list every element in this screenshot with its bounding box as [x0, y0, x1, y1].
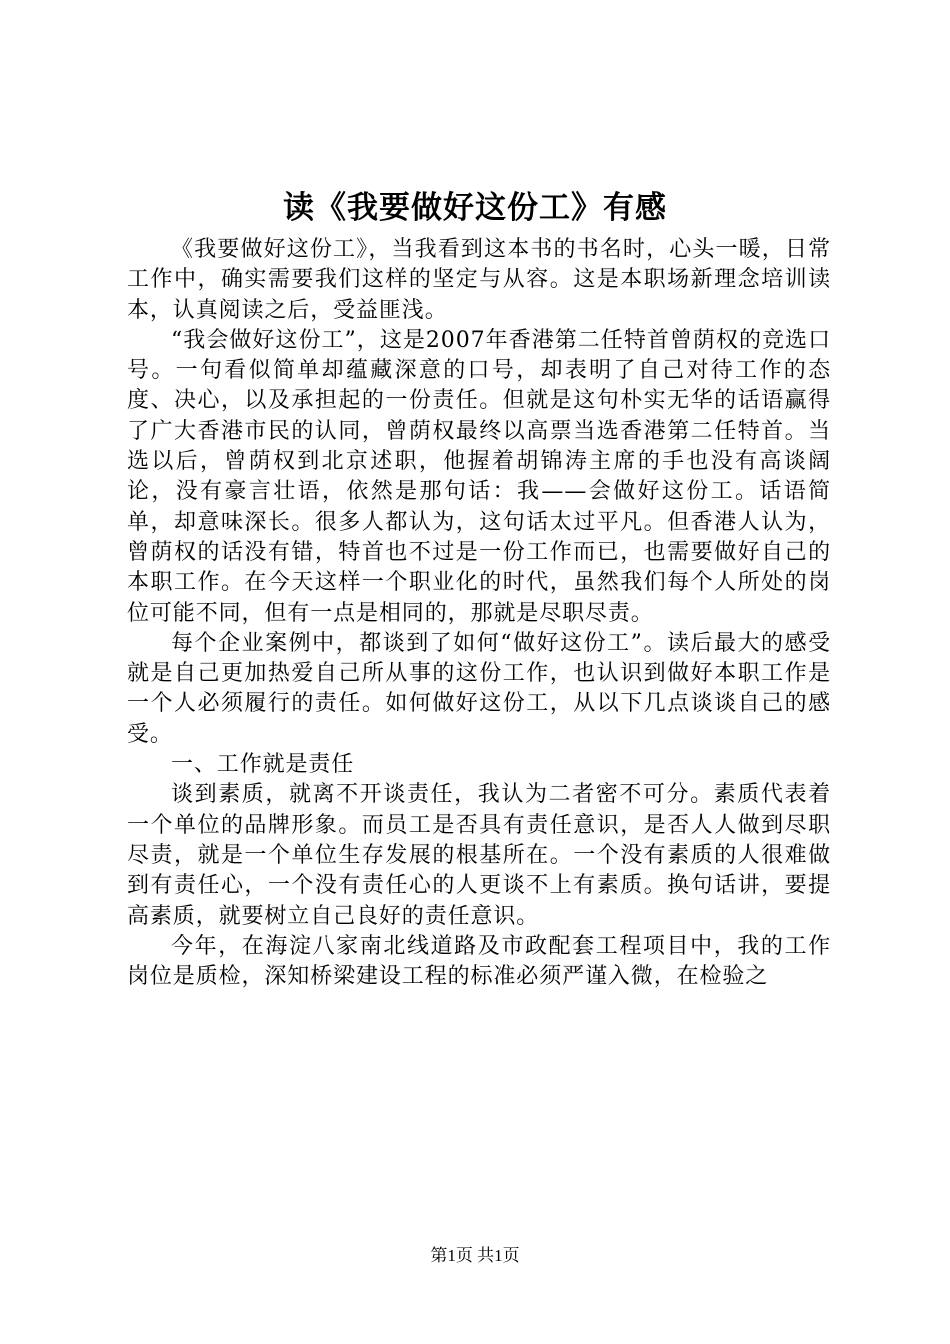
section-heading: 一、工作就是责任 — [171, 752, 355, 778]
document-title: 读《我要做好这份工》有感 — [283, 190, 667, 226]
page-footer: 第1页 共1页 — [430, 1246, 520, 1265]
document-body — [127, 235, 831, 992]
paragraph-intro: 《我要做好这份工》，当我看到这本书的书名时，心头一暖，日常工作中，确实需要我们这样的坚定与从容。这是本职场新理念培训读本，认真阅读之后，受益匪浅。 — [127, 237, 831, 323]
paragraph-cases: 每个企业案例中，都谈到了如何“做好这份工”。读后最大的感受就是自己更加热爱自己所从事的这份工作，也认识到做好本职工作是一个人必须履行的责任。如何做好这份工，从以下几点谈谈自己的感受。 — [127, 630, 831, 747]
paragraph-slogan: “我会做好这份工”，这是2007年香港第二任特首曾荫权的竞选口号。一句看似简单却蕴藏深意的口号，却表明了自己对待工作的态度、决心，以及承担起的一份责任。但就是这句朴实无华的话语赢得了广大香港市民的认同，曾荫权最终以高票当选香港第二任特首。当选以后，曾荫权到北京述职，他握着胡锦涛主席的手也没有高谈阔论，没有豪言壮语，依然是那句话：我——会做好这份工。话语简单，却意味深长。很多人都认为，这句话太过平凡。但香港人认为，曾荫权的话没有错，特首也不过是一份工作而已，也需要做好自己的本职工作。在今天这样一个职业化的时代，虽然我们每个人所处的岗位可能不同，但有一点是相同的，那就是尽职尽责。 — [127, 327, 831, 626]
paragraph-project: 今年，在海淀八家南北线道路及市政配套工程项目中，我的工作岗位是质检，深知桥梁建设工程的标准必须严谨入微，在检验之 — [127, 933, 831, 990]
paragraph-responsibility: 谈到素质，就离不开谈责任，我认为二者密不可分。素质代表着一个单位的品牌形象。而员工是否具有责任意识，是否人人做到尽职尽责，就是一个单位生存发展的根基所在。一个没有素质的人很难做到有责任心，一个没有责任心的人更谈不上有素质。换句话讲，要提高素质，就要树立自己良好的责任意识。 — [127, 782, 831, 929]
